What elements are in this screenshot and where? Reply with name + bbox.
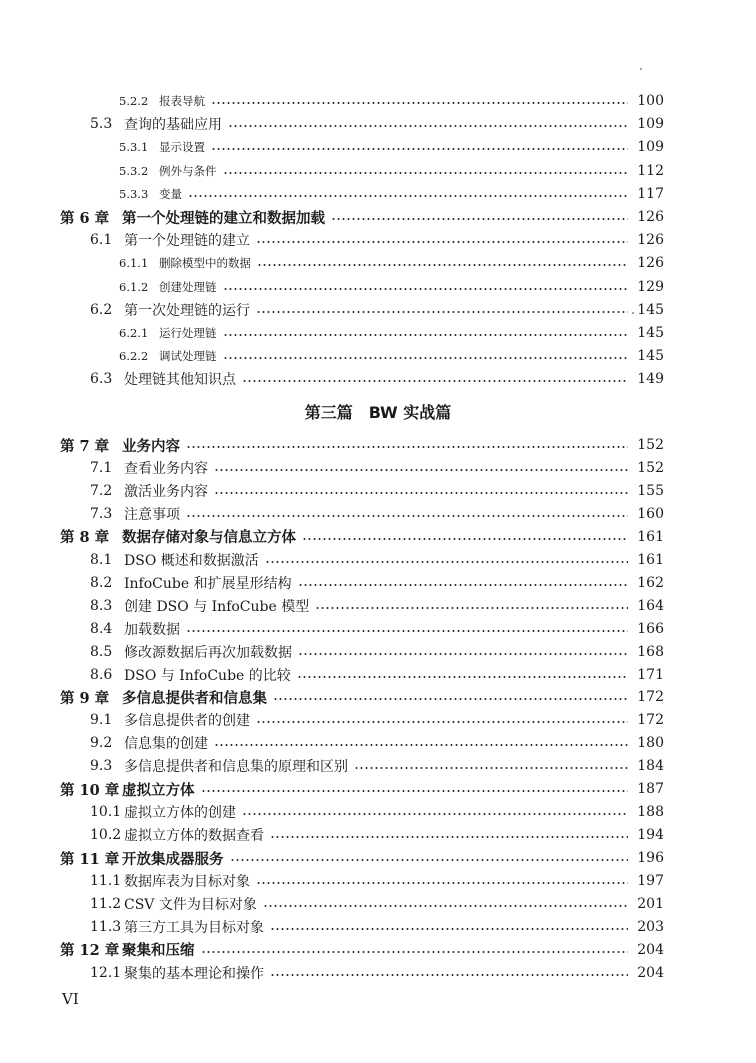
toc-entry-number: 7.2	[90, 482, 113, 499]
dot-leader	[270, 836, 628, 838]
toc-entry-number: 7.1	[90, 459, 113, 476]
toc-entry-page-number: 126	[637, 232, 664, 249]
toc-entry-page-number: 161	[637, 551, 664, 568]
toc-entry-title: 虚拟立方体	[122, 781, 195, 799]
toc-entry-title: 报表导航	[159, 94, 205, 108]
toc-entry-page-number: 161	[637, 528, 664, 545]
toc-entry-page-number: 145	[637, 348, 664, 365]
toc-entry	[90, 299, 664, 321]
part-heading: 第三篇 BW 实战篇	[304, 403, 452, 422]
dot-leader	[214, 744, 628, 746]
toc-entry	[60, 847, 664, 869]
toc-entry	[90, 503, 664, 525]
toc-entry-page-number: 197	[637, 873, 664, 890]
toc-entry-title: 信息集的创建	[124, 736, 208, 753]
toc-entry-title: 处理链其他知识点	[124, 372, 236, 389]
toc-entry-page-number: 112	[637, 162, 664, 179]
toc-entry-page-number: 204	[637, 941, 664, 958]
dot-leader	[223, 357, 629, 359]
toc-entry-number: 第 8 章	[60, 529, 110, 547]
toc-entry-page-number: 180	[637, 735, 664, 752]
toc-entry-title: InfoCube 和扩展星形结构	[124, 575, 292, 592]
toc-entry-page-number: 126	[637, 255, 664, 272]
toc-entry-title: 变量	[159, 186, 182, 201]
toc-entry-title: 激活业务内容	[124, 483, 208, 500]
toc-entry-title: 加载数据	[124, 621, 180, 638]
dot-leader	[186, 515, 628, 517]
toc-entry-page-number: 160	[637, 505, 664, 522]
dot-leader	[256, 241, 628, 243]
dot-leader	[230, 859, 629, 861]
dot-leader	[270, 928, 628, 930]
toc-entry-number: 8.2	[90, 574, 113, 591]
toc-entry-page-number: 100	[637, 93, 664, 109]
toc-entry-page-number: 145	[637, 325, 664, 341]
toc-entry-number: 7.3	[90, 505, 113, 522]
toc-entry-title: 开放集成器服务	[122, 850, 224, 868]
toc-entry-title: 聚集的基本理论和操作	[124, 965, 264, 982]
dot-leader	[242, 380, 628, 382]
toc-entry	[119, 136, 664, 158]
toc-entry-page-number: 166	[637, 620, 664, 637]
toc-entry	[119, 276, 664, 298]
dot-leader	[297, 676, 628, 678]
toc-entry	[90, 113, 664, 135]
scan-speck	[640, 68, 642, 70]
toc-entry-page-number: 109	[637, 139, 664, 156]
dot-leader	[263, 905, 628, 907]
toc-entry-title: 查看业务内容	[124, 460, 208, 477]
toc-entry	[90, 801, 664, 823]
toc-entry-number: 9.3	[90, 758, 113, 775]
toc-entry-title: 创建 DSO 与 InfoCube 模型	[124, 598, 310, 615]
toc-entry-number: 6.3	[90, 371, 113, 388]
toc-entry	[90, 755, 664, 777]
toc-entry-page-number: 162	[637, 574, 664, 591]
toc-entry	[90, 641, 664, 663]
toc-entry-title: DSO 概述和数据激活	[124, 552, 259, 569]
dot-leader	[315, 607, 628, 609]
toc-entry-title: DSO 与 InfoCube 的比较	[124, 667, 291, 684]
toc-entry-page-number: 155	[637, 482, 664, 499]
toc-entry-number: 6.1.2	[119, 279, 149, 294]
toc-entry-number: 12.1	[90, 964, 122, 981]
dot-leader	[201, 790, 629, 792]
toc-entry	[90, 709, 664, 731]
toc-entry-title: CSV 文件为目标对象	[124, 897, 257, 913]
toc-entry-number: 8.5	[90, 643, 113, 660]
toc-entry	[60, 206, 664, 228]
toc-entry-title: 调试处理链	[159, 349, 217, 364]
toc-entry-title: 修改源数据后再次加载数据	[124, 644, 292, 661]
toc-entry-page-number: 145	[637, 301, 664, 318]
toc-entry-page-number: 194	[637, 827, 664, 844]
toc-entry-page-number: 196	[637, 850, 664, 867]
toc-entry-page-number: 204	[637, 964, 664, 981]
toc-entry-page-number: 201	[637, 896, 664, 912]
toc-entry-title: 业务内容	[122, 437, 180, 455]
toc-entry	[90, 962, 664, 984]
toc-entry	[119, 90, 664, 112]
dot-leader	[331, 218, 628, 220]
toc-entry	[90, 572, 664, 594]
dot-leader	[188, 195, 628, 197]
toc-entry-number: 11.3	[90, 918, 122, 935]
dot-leader	[270, 974, 628, 976]
toc-entry	[90, 595, 664, 617]
toc-entry-page-number: 109	[637, 116, 664, 133]
toc-entry	[90, 664, 664, 686]
toc-entry-page-number: 187	[637, 781, 664, 798]
toc-entry-title: 查询的基础应用	[124, 117, 222, 134]
toc-entry-title: 第一次处理链的运行	[124, 302, 250, 319]
page-roman-numeral: VI	[62, 990, 79, 1008]
toc-entry-page-number: 149	[637, 371, 664, 388]
toc-entry-page-number: 129	[637, 278, 664, 295]
toc-entry-number: 10.2	[90, 827, 122, 844]
dot-leader	[265, 561, 628, 563]
toc-entry	[119, 252, 664, 274]
dot-leader	[242, 813, 628, 815]
toc-entry-title: 数据存储对象与信息立方体	[122, 529, 296, 547]
toc-entry-title: 聚集和压缩	[122, 942, 195, 960]
toc-entry	[90, 549, 664, 571]
toc-entry	[90, 893, 664, 915]
toc-entry-page-number: 171	[637, 666, 664, 683]
toc-entry-title: 显示设置	[159, 140, 205, 155]
toc-entry-title: 第一个处理链的建立	[124, 233, 250, 250]
toc-entry	[90, 368, 664, 390]
toc-entry	[119, 160, 664, 182]
toc-entry-number: 第 12 章	[60, 942, 120, 960]
toc-entry-number: 5.3	[90, 116, 113, 133]
toc-entry-title: 数据库表为目标对象	[124, 874, 250, 891]
toc-entry	[90, 916, 664, 938]
toc-entry-number: 6.2	[90, 301, 113, 318]
dot-leader	[273, 698, 628, 700]
toc-entry	[90, 480, 664, 502]
toc-entry-page-number: 172	[637, 689, 664, 706]
toc-entry-page-number: 203	[637, 918, 664, 935]
toc-entry-title: 多信息提供者和信息集	[122, 689, 267, 707]
dot-leader	[214, 469, 628, 471]
toc-entry-page-number: 188	[637, 804, 664, 821]
toc-entry-page-number: 168	[637, 643, 664, 660]
dot-leader	[223, 172, 629, 174]
toc-entry-page-number: 126	[637, 209, 664, 225]
toc-entry-title: 例外与条件	[159, 163, 217, 178]
dot-leader	[211, 102, 628, 104]
toc-entry	[60, 686, 664, 708]
toc-entry-title: 第三方工具为目标对象	[124, 919, 264, 936]
toc-entry-number: 8.4	[90, 620, 113, 637]
dot-leader	[223, 334, 629, 336]
dot-leader	[298, 584, 628, 586]
dot-leader	[302, 538, 628, 540]
toc-entry-number: 9.1	[90, 712, 113, 729]
toc-entry-title: 创建处理链	[159, 279, 217, 294]
toc-entry-number: 第 9 章	[60, 689, 110, 707]
dot-leader	[214, 492, 628, 494]
toc-entry	[60, 778, 664, 800]
toc-entry-page-number: 152	[637, 437, 664, 453]
toc-entry	[60, 939, 664, 961]
dot-leader	[201, 951, 629, 953]
toc-entry-title: 运行处理链	[159, 326, 217, 340]
toc-entry-page-number: 172	[637, 712, 664, 729]
toc-entry-title: 注意事项	[124, 506, 180, 523]
toc-entry-number: 8.3	[90, 597, 113, 614]
dot-leader	[228, 125, 628, 127]
toc-entry-number: 6.1.1	[119, 256, 149, 271]
toc-entry-title: 虚拟立方体的创建	[124, 805, 236, 822]
toc-entry-number: 11.1	[90, 873, 122, 890]
dot-leader	[223, 288, 629, 290]
toc-entry-page-number: 117	[637, 185, 664, 202]
toc-entry-number: 10.1	[90, 804, 122, 821]
dot-leader	[186, 446, 628, 448]
toc-entry-number: 5.3.2	[119, 163, 149, 178]
toc-entry-title: 虚拟立方体的数据查看	[124, 828, 264, 845]
toc-entry-title: 多信息提供者和信息集的原理和区别	[124, 759, 348, 776]
toc-entry	[90, 870, 664, 892]
toc-entry	[119, 322, 664, 344]
toc-entry-number: 第 11 章	[60, 850, 120, 868]
toc-entry-number: 9.2	[90, 735, 113, 752]
toc-entry	[90, 618, 664, 640]
scan-speck	[632, 312, 634, 314]
toc-entry	[119, 345, 664, 367]
toc-entry-number: 8.6	[90, 666, 113, 683]
toc-entry	[90, 732, 664, 754]
dot-leader	[186, 630, 628, 632]
toc-entry-title: 第一个处理链的建立和数据加载	[122, 209, 325, 227]
toc-entry-title: 多信息提供者的创建	[124, 713, 250, 730]
dot-leader	[256, 721, 628, 723]
toc-entry	[119, 183, 664, 205]
toc-entry-number: 6.2.2	[119, 349, 149, 364]
toc-entry-number: 6.1	[90, 232, 113, 249]
toc-entry-page-number: 164	[637, 597, 664, 614]
dot-leader	[256, 882, 628, 884]
dot-leader	[298, 653, 628, 655]
toc-entry	[60, 434, 664, 456]
toc-entry	[90, 457, 664, 479]
toc-entry-number: 第 10 章	[60, 781, 120, 799]
dot-leader	[211, 148, 628, 150]
toc-entry-number: 5.3.1	[119, 140, 149, 155]
toc-entry-page-number: 152	[637, 459, 664, 476]
toc-entry-number: 6.2.1	[119, 326, 149, 340]
dot-leader	[257, 264, 628, 266]
toc-entry-number: 11.2	[90, 896, 122, 912]
toc-entry	[60, 526, 664, 548]
toc-entry-number: 8.1	[90, 551, 113, 568]
toc-entry-number: 第 6 章	[60, 209, 110, 227]
dot-leader	[354, 767, 628, 769]
dot-leader	[256, 311, 628, 313]
toc-entry-page-number: 184	[637, 758, 664, 775]
toc-entry	[90, 824, 664, 846]
toc-entry-number: 5.3.3	[119, 186, 149, 201]
toc-entry-number: 第 7 章	[60, 437, 110, 455]
toc-entry-title: 删除模型中的数据	[159, 256, 251, 271]
toc-entry-number: 5.2.2	[119, 94, 149, 108]
toc-entry	[90, 229, 664, 251]
